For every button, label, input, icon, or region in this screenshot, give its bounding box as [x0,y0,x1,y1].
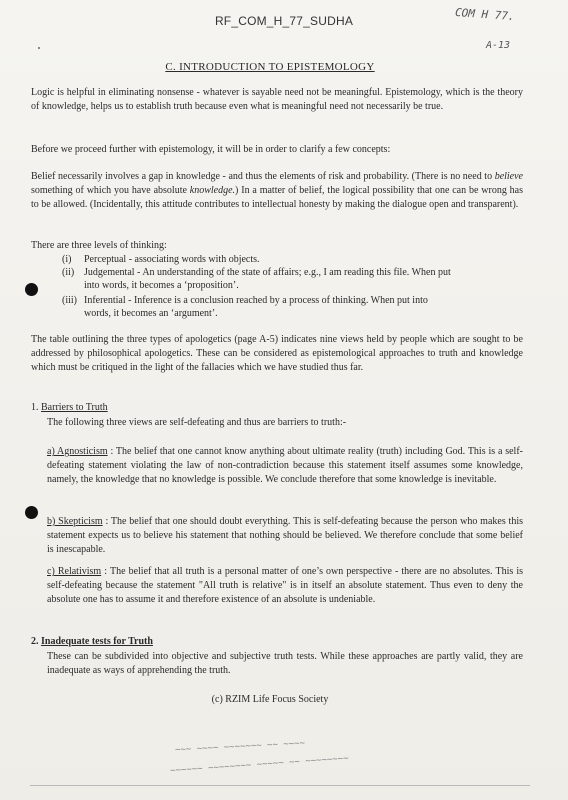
knowledge-emphasis: knowledge. [189,185,236,196]
term-label: c) Relativism [47,566,102,577]
section-title: Inadequate tests for Truth [41,636,153,647]
level-text-continuation: words, it becomes an ‘argument’. [84,308,218,319]
level-text-continuation: into words, it becomes a ‘proposition’. [84,280,239,291]
level-item-judgemental [62,266,522,292]
belief-text-3: ) In a matter of belief, the logical possibility that one can be wrong has to be allowed. (Incidentally, this attitude contributes to intellectual honesty by making the dialogue open and transparent). [31,185,524,210]
belief-text-1: Belief necessarily involves a gap in knowledge - and thus the elements of risk and probability. (There is no need to [31,171,495,182]
agnosticism-item [47,445,523,487]
section-number: 1. [31,402,39,413]
level-item-perceptual [62,253,522,266]
punch-hole [25,506,38,519]
level-item-inferential [62,294,522,320]
term-definition: : The belief that one cannot know anything about ultimate reality (truth) including God. This is a self-defeating statement violating the law of non-contradiction because this statement itself assumes some knowledge, namely, the knowledge that no knowledge is possible. We conclude therefore that some knowledge is inevitable. [47,446,523,485]
section-2-text: These can be subdivided into objective and subjective truth tests. While these approaches are partly valid, they are inadequate as ways of apprehending the truth. [47,651,523,676]
apologetics-paragraph: The table outlining the three types of apologetics (page A-5) indicates nine views held by people which are sought to be addressed by philosophical apologetics. These can be considered as epistemological approaches to truth and knowledge which must be critiqued in the light of the fallacies which we have studied thus far. [31,334,523,373]
term-label: a) Agnosticism [47,446,108,457]
level-text: Perceptual - associating words with objects. [84,254,260,265]
level-number: (iii) [62,295,77,306]
section-1-heading [31,402,108,413]
levels-intro: There are three levels of thinking: [31,240,167,251]
section-2-heading [31,636,153,647]
section-1-intro: The following three views are self-defeating and thus are barriers to truth:- [47,417,347,428]
level-text: Inferential - Inference is a conclusion reached by a process of thinking. When put into [84,295,428,306]
level-number: (i) [62,254,72,265]
relativism-item [47,565,523,607]
page-number: A-13 [486,40,511,51]
term-definition: : The belief that all truth is a personal matter of one’s own perspective - there are no absolutes. This is self-defeating because the statement "All truth is relative" is in itself an absolute statement. Thus even to deny the absolute one has to assume it and therefore existence of an absolute is undeniable. [47,566,523,605]
page-edge-line [30,785,530,786]
level-text: Judgemental - An understanding of the state of affairs; e.g., I am reading this file. When put [84,267,451,278]
punch-hole [25,283,38,296]
intro-paragraph-1: Logic is helpful in eliminating nonsense - whatever is sayable need not be meaningful. Epistemology, which is the theory of knowledge, helps us to establish truth because even what is meaningful need not necessarily be true. [31,87,523,112]
document-id: RF_COM_H_77_SUDHA [214,14,354,28]
term-label: b) Skepticism [47,516,103,527]
belief-paragraph [31,170,523,212]
faint-handwriting: ~~~~~~ ~~~~~~~~ ~~~~~ ~~ ~~~~~~~~ [169,753,349,777]
copyright-footer: (c) RZIM Life Focus Society [211,694,329,705]
section-title: Barriers to Truth [41,402,108,413]
intro-paragraph-2: Before we proceed further with epistemology, it will be in order to clarify a few concepts: [31,144,391,155]
handwritten-code: COM H 77. [454,5,515,24]
term-definition: : The belief that one should doubt everything. This is self-defeating because the person who makes this statement expects us to believe his statement that nothing should be believed. We therefore conclude that some belief is inescapable. [47,516,523,555]
skepticism-item [47,515,523,557]
believe-emphasis: believe [494,171,523,182]
page-title: C. INTRODUCTION TO EPISTEMOLOGY [165,61,375,73]
speck [38,47,40,49]
faint-handwriting: ~~~ ~~~~ ~~~~~~~ ~~ ~~~~ [174,738,306,756]
section-number: 2. [31,636,39,647]
belief-text-2: something of which you have absolute [31,185,190,196]
level-number: (ii) [62,267,75,278]
